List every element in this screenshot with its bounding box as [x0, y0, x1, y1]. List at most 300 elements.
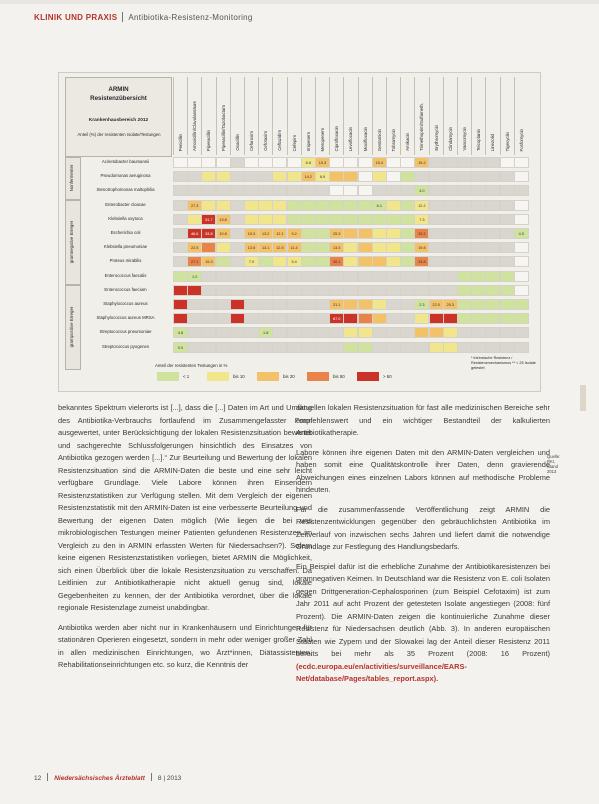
resistance-cell	[500, 285, 515, 296]
resistance-cell	[358, 228, 373, 239]
resistance-cell	[514, 327, 529, 338]
resistance-cell	[457, 327, 472, 338]
resistance-cell	[429, 313, 444, 324]
column-header-label: Fosfomycin	[518, 128, 524, 151]
resistance-cell: 87.0	[329, 313, 344, 324]
resistance-cell	[400, 200, 415, 211]
resistance-cell	[343, 185, 358, 196]
resistance-cell	[258, 285, 273, 296]
resistance-cell	[358, 271, 373, 282]
resistance-cell	[201, 342, 216, 353]
legend-swatch	[157, 372, 179, 381]
resistance-cell	[500, 228, 515, 239]
resistance-cell	[514, 285, 529, 296]
resistance-cell	[514, 242, 529, 253]
resistance-cell	[358, 171, 373, 182]
organism-label: Enterococcus faecium	[104, 286, 147, 292]
resistance-cell: 33.8	[414, 256, 429, 267]
resistance-cell: 21.1	[329, 299, 344, 310]
resistance-cell	[500, 327, 515, 338]
resistance-cell	[358, 242, 373, 253]
footer-divider	[47, 773, 48, 781]
resistance-cell	[315, 299, 330, 310]
resistance-cell: 19.8	[216, 214, 231, 225]
resistance-cell	[443, 342, 458, 353]
resistance-cell: 9.2	[287, 228, 302, 239]
resistance-cell	[372, 299, 387, 310]
resistance-cell	[400, 228, 415, 239]
resistance-cell	[358, 214, 373, 225]
resistance-cell	[329, 200, 344, 211]
resistance-cell	[329, 327, 344, 338]
resistance-cell	[173, 242, 188, 253]
organism-label: Klebsiella oxytoca	[108, 215, 143, 221]
resistance-cell: 10.8	[216, 228, 231, 239]
resistance-cell	[485, 200, 500, 211]
resistance-cell	[429, 271, 444, 282]
resistance-cell	[386, 200, 401, 211]
resistance-cell	[301, 256, 316, 267]
resistance-cell	[329, 185, 344, 196]
resistance-cell: 51.7	[201, 214, 216, 225]
resistance-cell	[244, 271, 259, 282]
resistance-cell	[514, 256, 529, 267]
resistance-cell	[258, 214, 273, 225]
resistance-cell	[272, 185, 287, 196]
resistance-cell	[429, 242, 444, 253]
resistance-cell	[216, 242, 231, 253]
resistance-cell	[514, 171, 529, 182]
resistance-cell	[471, 242, 486, 253]
resistance-cell	[258, 171, 273, 182]
resistance-cell	[485, 214, 500, 225]
resistance-cell	[386, 342, 401, 353]
resistance-cell	[372, 171, 387, 182]
resistance-cell	[343, 228, 358, 239]
resistance-cell	[230, 271, 245, 282]
resistance-cell: 1.0	[187, 271, 202, 282]
resistance-cell	[201, 185, 216, 196]
resistance-cell	[386, 313, 401, 324]
resistance-cell	[500, 271, 515, 282]
resistance-cell	[343, 271, 358, 282]
resistance-cell	[500, 200, 515, 211]
resistance-cell: 7.0	[244, 256, 259, 267]
page-thumb-tab	[580, 385, 586, 411]
resistance-cell	[272, 271, 287, 282]
resistance-cell	[429, 200, 444, 211]
resistance-cell	[386, 299, 401, 310]
group-label	[65, 157, 81, 200]
resistance-cell: 8.9	[315, 171, 330, 182]
resistance-cell	[372, 342, 387, 353]
resistance-cell	[216, 185, 231, 196]
resistance-cell	[244, 185, 259, 196]
resistance-cell: 46.6	[187, 228, 202, 239]
resistance-cell	[315, 271, 330, 282]
resistance-cell	[216, 313, 231, 324]
resistance-cell: 13.1	[258, 242, 273, 253]
column-header-label: Linezolid	[490, 133, 496, 151]
column-header-label: Ceftazidim	[277, 130, 283, 151]
resistance-cell	[457, 171, 472, 182]
column-header-label: Trimethoprim/Sulfameth.	[419, 103, 425, 151]
organism-label: Acinetobacter baumannii	[101, 159, 150, 164]
column-header-label: Piperacillin/Tazobactam	[220, 104, 226, 151]
resistance-cell	[400, 271, 415, 282]
resistance-cell	[443, 313, 458, 324]
resistance-cell	[514, 214, 529, 225]
resistance-cell	[301, 327, 316, 338]
resistance-cell: 4.8	[173, 327, 188, 338]
resistance-cell	[287, 342, 302, 353]
resistance-cell	[400, 185, 415, 196]
column-header-label: Imipenem	[305, 131, 311, 151]
organism-label: Pseudomonas aeruginosa	[100, 173, 151, 179]
resistance-cell	[485, 299, 500, 310]
organism-label: Streptococcus pneumoniae	[99, 329, 152, 335]
column-header-label: Tigecyclin	[504, 131, 510, 151]
resistance-cell: 19.8	[414, 242, 429, 253]
resistance-cell	[386, 327, 401, 338]
resistance-cell	[429, 185, 444, 196]
resistance-cell	[272, 342, 287, 353]
resistance-cell	[400, 299, 415, 310]
resistance-cell	[414, 313, 429, 324]
resistance-cell	[343, 256, 358, 267]
resistance-cell: 27.1	[187, 256, 202, 267]
resistance-cell	[173, 256, 188, 267]
topic-label: Antibiotika-Resistenz-Monitoring	[128, 13, 253, 22]
resistance-cell	[287, 214, 302, 225]
resistance-cell	[443, 185, 458, 196]
resistance-cell	[230, 228, 245, 239]
resistance-cell: 15.4	[372, 157, 387, 168]
resistance-cell	[315, 242, 330, 253]
resistance-cell	[386, 242, 401, 253]
resistance-cell	[315, 228, 330, 239]
resistance-cell	[329, 271, 344, 282]
resistance-cell	[216, 271, 231, 282]
resistance-cell	[457, 313, 472, 324]
legend-title: Anteil der resistenten Testungen in %	[155, 363, 228, 368]
resistance-cell: 2.3	[414, 299, 429, 310]
page-footer	[34, 773, 181, 782]
resistance-cell	[201, 200, 216, 211]
resistance-cell	[443, 228, 458, 239]
resistance-cell	[315, 185, 330, 196]
resistance-cell	[201, 285, 216, 296]
resistance-cell	[343, 214, 358, 225]
resistance-cell	[471, 342, 486, 353]
resistance-cell	[173, 285, 188, 296]
resistance-cell	[343, 157, 358, 168]
resistance-cell	[514, 157, 529, 168]
resistance-cell	[500, 313, 515, 324]
legend-label: bis 10	[233, 374, 245, 379]
resistance-cell	[400, 242, 415, 253]
resistance-cell	[201, 242, 216, 253]
resistance-cell	[244, 327, 259, 338]
resistance-cell	[343, 200, 358, 211]
resistance-cell: 12.1	[272, 228, 287, 239]
resistance-cell	[500, 185, 515, 196]
resistance-cell	[485, 242, 500, 253]
resistance-cell	[244, 299, 259, 310]
figure-footnote: * intrinsische Resistenz / Resistenzmechanismus ** < 25 Isolate getestet	[471, 356, 536, 370]
resistance-cell	[443, 327, 458, 338]
column-header-label: Penicillin	[178, 133, 183, 151]
resistance-cell	[400, 285, 415, 296]
column-header-label: Moxifloxacin	[362, 126, 368, 151]
resistance-cell	[272, 299, 287, 310]
column-header-label: Cefepim	[291, 134, 297, 151]
column-header-label: Amikacin	[405, 133, 411, 151]
matrix-title: ARMIN	[108, 86, 129, 93]
column-header-label: Clindamycin	[447, 127, 453, 151]
resistance-cell	[258, 256, 273, 267]
resistance-cell: 15.3	[201, 256, 216, 267]
resistance-cell: 6.1	[372, 200, 387, 211]
organism-label: Staphylococcus aureus MRSA	[96, 315, 155, 321]
resistance-cell	[443, 242, 458, 253]
resistance-cell	[400, 313, 415, 324]
resistance-cell: 22.5	[187, 242, 202, 253]
resistance-cell	[443, 271, 458, 282]
group-label	[65, 200, 81, 285]
column-header-label: Teicoplanin	[476, 129, 482, 151]
resistance-cell	[471, 256, 486, 267]
resistance-cell	[329, 214, 344, 225]
resistance-cell	[287, 313, 302, 324]
resistance-cell	[372, 228, 387, 239]
organism-label: Enterobacter cloacae	[105, 201, 146, 207]
resistance-cell	[244, 342, 259, 353]
resistance-cell	[457, 214, 472, 225]
resistance-cell	[329, 342, 344, 353]
resistance-cell	[230, 299, 245, 310]
resistance-cell	[372, 256, 387, 267]
resistance-cell	[485, 185, 500, 196]
resistance-cell	[485, 271, 500, 282]
resistance-cell	[386, 185, 401, 196]
legend-swatch	[307, 372, 329, 381]
resistance-cell	[443, 200, 458, 211]
resistance-cell	[216, 327, 231, 338]
resistance-cell	[258, 271, 273, 282]
resistance-cell	[485, 171, 500, 182]
resistance-cell	[201, 327, 216, 338]
resistance-cell	[343, 327, 358, 338]
resistance-cell	[187, 299, 202, 310]
resistance-cell	[187, 342, 202, 353]
matrix-title-box	[65, 77, 172, 157]
resistance-cell	[187, 157, 202, 168]
left-column	[58, 402, 312, 679]
resistance-cell	[272, 285, 287, 296]
resistance-cell	[258, 342, 273, 353]
resistance-cell	[386, 285, 401, 296]
resistance-cell	[173, 313, 188, 324]
resistance-cell	[358, 342, 373, 353]
matrix-description: Anteil (%) der resistenten Isolate/Testungen	[77, 132, 161, 137]
resistance-cell	[173, 200, 188, 211]
resistance-cell	[471, 185, 486, 196]
resistance-cell	[230, 214, 245, 225]
resistance-cell	[329, 157, 344, 168]
resistance-cell	[201, 271, 216, 282]
resistance-cell	[301, 214, 316, 225]
resistance-cell	[315, 313, 330, 324]
group-label-text: Nonfermenter	[69, 164, 74, 192]
resistance-cell	[187, 171, 202, 182]
resistance-cell	[443, 157, 458, 168]
resistance-cell	[386, 228, 401, 239]
resistance-cell: 22.5	[429, 299, 444, 310]
resistance-cell	[287, 171, 302, 182]
resistance-cell	[457, 200, 472, 211]
resistance-cell	[258, 313, 273, 324]
legend-swatch	[357, 372, 379, 381]
resistance-cell	[272, 200, 287, 211]
resistance-cell	[287, 185, 302, 196]
resistance-cell	[500, 342, 515, 353]
resistance-cell	[187, 185, 202, 196]
matrix-subtitle: Resistenzübersicht	[90, 95, 147, 102]
column-header-label: Piperacillin	[206, 129, 212, 151]
resistance-cell	[287, 271, 302, 282]
resistance-cell	[514, 185, 529, 196]
resistance-cell	[400, 342, 415, 353]
resistance-cell	[343, 285, 358, 296]
resistance-cell	[358, 200, 373, 211]
resistance-cell	[216, 171, 231, 182]
resistance-cell	[358, 256, 373, 267]
resistance-cell	[272, 171, 287, 182]
group-label-text: gramnegative Erreger	[69, 220, 74, 264]
resistance-cell	[514, 271, 529, 282]
resistance-cell	[301, 185, 316, 196]
resistance-cell	[230, 327, 245, 338]
resistance-cell	[457, 256, 472, 267]
resistance-cell: 27.3	[187, 200, 202, 211]
resistance-cell	[301, 271, 316, 282]
resistance-cell	[201, 313, 216, 324]
resistance-cell	[287, 200, 302, 211]
resistance-cell	[500, 171, 515, 182]
resistance-cell	[287, 299, 302, 310]
legend-label: < 1	[183, 374, 190, 379]
resistance-cell	[500, 242, 515, 253]
issue-number: 8 | 2013	[157, 775, 182, 782]
resistance-cell	[216, 157, 231, 168]
column-header-label: Meropenem	[320, 127, 325, 151]
resistance-cell	[173, 228, 188, 239]
resistance-cell	[343, 242, 358, 253]
resistance-cell	[173, 299, 188, 310]
legend-label: bis 20	[283, 374, 295, 379]
resistance-cell	[230, 285, 245, 296]
resistance-cell	[216, 200, 231, 211]
resistance-cell	[244, 171, 259, 182]
resistance-cell	[244, 157, 259, 168]
organism-label: Streptococcus pyogenes	[101, 343, 150, 349]
resistance-cell: 1.8	[258, 327, 273, 338]
resistance-cell	[443, 256, 458, 267]
column-header-label: Cefuroxim	[249, 130, 254, 151]
organism-label: Enterococcus faecalis	[104, 272, 147, 278]
resistance-cell	[187, 327, 202, 338]
resistance-cell	[216, 299, 231, 310]
resistance-cell	[485, 256, 500, 267]
resistance-cell	[400, 157, 415, 168]
resistance-cell	[187, 285, 202, 296]
resistance-cell	[216, 342, 231, 353]
resistance-cell: 14.2	[301, 171, 316, 182]
page-number: 12	[34, 775, 42, 782]
resistance-cell	[372, 285, 387, 296]
resistance-cell	[457, 342, 472, 353]
resistance-cell: 4.5	[514, 228, 529, 239]
resistance-cell	[514, 299, 529, 310]
column-header-label: Vancomycin	[462, 127, 467, 151]
resistance-cell	[244, 214, 259, 225]
resistance-cell	[372, 214, 387, 225]
resistance-cell	[429, 327, 444, 338]
resistance-cell	[315, 256, 330, 267]
resistance-cell	[414, 285, 429, 296]
organism-label: Proteus mirabilis	[109, 258, 142, 264]
resistance-cell	[272, 327, 287, 338]
resistance-cell	[358, 157, 373, 168]
resistance-cell	[187, 313, 202, 324]
resistance-cell: 53.8	[201, 228, 216, 239]
resistance-cell	[429, 214, 444, 225]
resistance-cell	[457, 185, 472, 196]
resistance-cell	[400, 327, 415, 338]
resistance-cell	[287, 327, 302, 338]
resistance-cell	[315, 214, 330, 225]
organism-label: Escherichia coli	[110, 230, 141, 235]
resistance-cell	[471, 200, 486, 211]
resistance-cell	[471, 214, 486, 225]
resistance-cell	[471, 285, 486, 296]
ecdc-link[interactable]: (ecdc.europa.eu/en/activities/surveillance/EARS-Net/database/Pages/tables_report.aspx).	[296, 661, 467, 683]
resistance-cell	[400, 256, 415, 267]
resistance-cell	[315, 200, 330, 211]
resistance-cell	[244, 200, 259, 211]
resistance-cell: 12.2	[414, 200, 429, 211]
resistance-cell	[230, 171, 245, 182]
resistance-cell: 15.3	[315, 157, 330, 168]
resistance-cell	[301, 285, 316, 296]
resistance-cell	[429, 285, 444, 296]
resistance-cell	[201, 299, 216, 310]
resistance-cell	[173, 171, 188, 182]
resistance-cell: 30.1	[329, 256, 344, 267]
body-paragraph: Ein Beispiel dafür ist die erhebliche Zunahme der Antibiotikaresistenzen bei gramnegativen Keimen. In Deutschland war die Resistenz von E. coli Isolaten gegen Drittgeneration-Cephalosporinen (zum Beispiel Cefotaxim) ist zum Jahr 2011 auf acht Prozent der getesteten Isolate angestiegen (2008: fünf Prozent). Die ARMIN-Daten zeigen die kontinuierliche Zunahme dieser Resistenz für Niedersachsen deutlich (Abb. 3). In anderen europäischen Staaten wie Zypern und der Slowakei lag der Anteil dieser Resistenz 2011 bereits bei mehr als 35 Prozent (2008: 16 Prozent) (ecdc.europa.eu/en/activities/surveillance/EARS-Net/database/Pages/tables_report.aspx).	[296, 561, 550, 683]
resistance-cell	[329, 171, 344, 182]
footer-divider-2	[151, 773, 152, 781]
group-label	[65, 285, 81, 370]
resistance-cell	[287, 157, 302, 168]
header-divider	[122, 12, 123, 22]
top-rule	[0, 0, 599, 4]
resistance-cell	[429, 256, 444, 267]
resistance-cell	[272, 157, 287, 168]
resistance-cell	[358, 299, 373, 310]
body-paragraph: Für die zusammenfassende Veröffentlichung zeigt ARMIN die Resistenzentwicklungen gegenüber den gebräuchlichsten Antibiotika im Zeitverlauf von inzwischen sechs Jahren und liefert damit die notwendige Grundlage zur Festlegung des Handlungsbedarfs.	[296, 504, 550, 551]
